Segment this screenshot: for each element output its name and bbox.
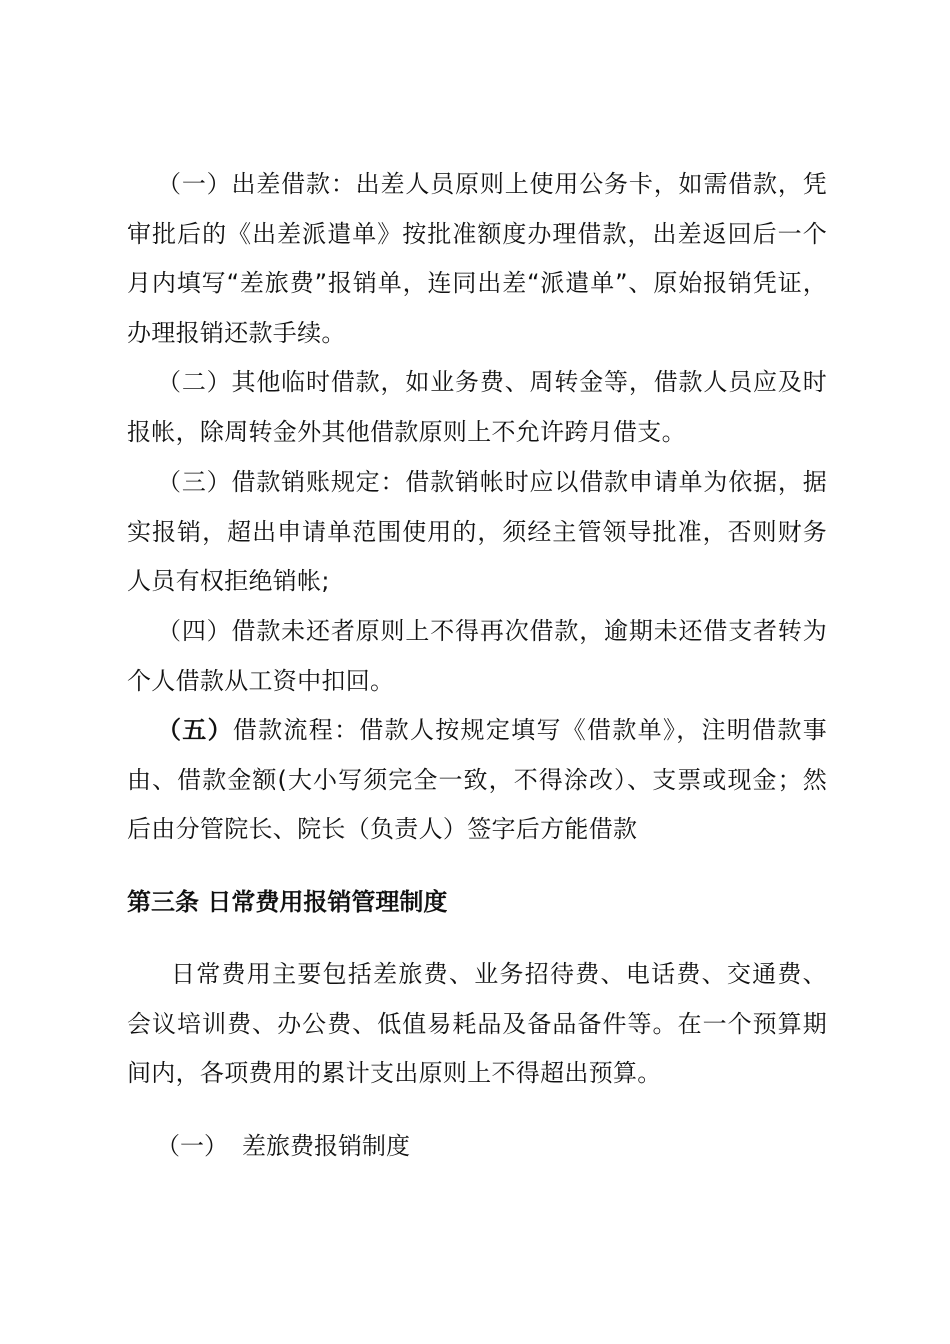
paragraph-temporary-loan: [127, 358, 827, 457]
subsection-heading: [156, 1126, 410, 1166]
section-title: 第三条 日常费用报销管理制度: [127, 888, 448, 916]
paragraph-text: 其他临时借款，如业务费、周转金等，借款人员应及时报帐，除周转金外其他借款原则上不允许跨月借支。: [127, 368, 828, 446]
paragraph-text: 借款流程：借款人按规定填写《借款单》，注明借款事由、借款金额(大小写须完全一致，不得涂改）、支票或现金；然后由分管院长、院长（负责人）签字后方能借款: [127, 716, 827, 843]
paragraph-text: 出差借款：出差人员原则上使用公务卡，如需借款，凭审批后的《出差派遣单》按批准额度办理借款，出差返回后一个月内填写“差旅费”报销单，连同出差“派遣单”、原始报销凭证，办理报销还款手续。: [127, 170, 828, 347]
paragraph-business-trip-loan: [127, 160, 827, 358]
paragraph-label: （二）: [157, 368, 232, 396]
subsection-label: （一）: [156, 1132, 228, 1160]
paragraph-label: （五）: [157, 716, 233, 744]
paragraph-loan-process: [127, 706, 827, 855]
paragraph-unreturned-loan: [127, 607, 827, 706]
paragraph-text: 借款未还者原则上不得再次借款，逾期未还借支者转为个人借款从工资中扣回。: [127, 617, 828, 695]
paragraph-label: （四）: [157, 617, 232, 645]
paragraph-loan-writeoff: [127, 458, 827, 607]
paragraph-label: （一）: [157, 170, 232, 198]
section-intro: 日常费用主要包括差旅费、业务招待费、电话费、交通费、会议培训费、办公费、低值易耗品及备品备件等。在一个预算期间内，各项费用的累计支出原则上不得超出预算。: [127, 960, 827, 1087]
subsection-title: 差旅费报销制度: [242, 1132, 410, 1160]
paragraph-text: 借款销账规定：借款销帐时应以借款申请单为依据，据实报销，超出申请单范围使用的，须经主管领导批准，否则财务人员有权拒绝销帐;: [127, 468, 828, 595]
paragraph-label: （三）: [157, 468, 232, 496]
